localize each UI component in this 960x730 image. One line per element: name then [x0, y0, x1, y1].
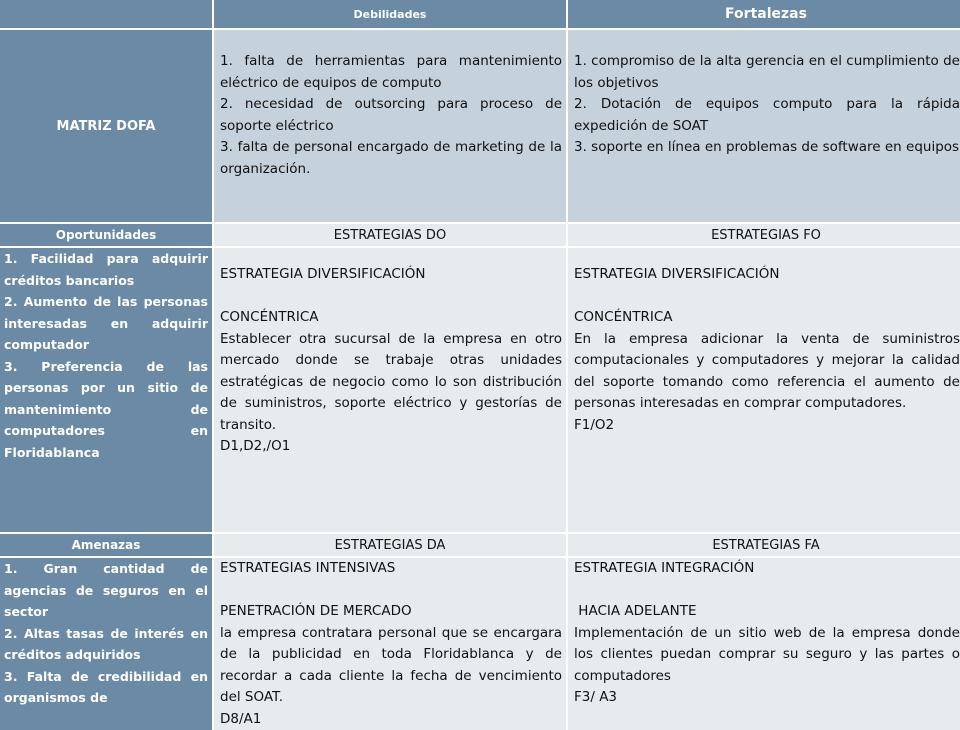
debilidades-header: Debilidades	[214, 0, 566, 28]
fortalezas-list	[568, 30, 960, 222]
oportunidades-header: Oportunidades	[0, 224, 212, 246]
amenazas-list	[0, 558, 212, 730]
amenazas-header: Amenazas	[0, 534, 212, 556]
estrategia-fa-cell	[568, 558, 960, 730]
amenaza-item: 1. Gran cantidad de agencias de seguros en el sector	[4, 558, 208, 623]
estrategia-do-subtitle: CONCÉNTRICA	[220, 307, 562, 329]
oportunidad-item: 2. Aumento de las personas interesadas en adquirir computador	[4, 291, 208, 356]
oportunidad-item: 1. Facilidad para adquirir créditos bancarios	[4, 248, 208, 291]
estrategias-da-header: ESTRATEGIAS DA	[214, 534, 566, 556]
estrategia-fo-title: ESTRATEGIA DIVERSIFICACIÓN	[574, 264, 960, 286]
estrategia-da-subtitle: PENETRACIÓN DE MERCADO	[220, 601, 562, 623]
matriz-dofa-label: MATRIZ DOFA	[0, 30, 212, 222]
estrategias-fa-header: ESTRATEGIAS FA	[568, 534, 960, 556]
debilidades-list	[214, 30, 566, 222]
debilidad-item: 3. falta de personal encargado de marketing de la organización.	[220, 137, 562, 180]
estrategia-do-ref: D1,D2,/O1	[220, 436, 562, 458]
debilidad-item: 2. necesidad de outsorcing para proceso de soporte eléctrico	[220, 94, 562, 137]
estrategia-fo-cell	[568, 248, 960, 532]
estrategia-fo-subtitle: CONCÉNTRICA	[574, 307, 960, 329]
amenaza-item: 3. Falta de credibilidad en organismos de	[4, 666, 208, 709]
oportunidades-list	[0, 248, 212, 532]
estrategia-do-text: Establecer otra sucursal de la empresa en otro mercado donde se trabaje otras unidades estratégicas de negocio como lo son distribución de suministros, soporte eléctrico y gestorías de transito.	[220, 329, 562, 437]
fortalezas-header: Fortalezas	[568, 0, 960, 28]
estrategia-fa-ref: F3/ A3	[574, 687, 960, 709]
debilidad-item: 1. falta de herramientas para mantenimiento eléctrico de equipos de computo	[220, 51, 562, 94]
estrategia-fo-ref: F1/O2	[574, 415, 960, 437]
estrategia-do-cell	[214, 248, 566, 532]
estrategia-da-ref: D8/A1	[220, 709, 562, 730]
amenaza-item: 2. Altas tasas de interés en créditos adquiridos	[4, 623, 208, 666]
oportunidad-item: 3. Preferencia de las personas por un sitio de mantenimiento de computadores en Floridablanca	[4, 356, 208, 464]
estrategia-fa-subtitle: HACIA ADELANTE	[574, 601, 960, 623]
estrategias-fo-header: ESTRATEGIAS FO	[568, 224, 960, 246]
estrategia-fa-title: ESTRATEGIA INTEGRACIÓN	[574, 558, 960, 580]
estrategia-da-text: la empresa contratara personal que se encargara de la publicidad en toda Floridablanca y de recordar a cada cliente la fecha de vencimiento del SOAT.	[220, 623, 562, 709]
estrategias-do-header: ESTRATEGIAS DO	[214, 224, 566, 246]
estrategia-da-cell	[214, 558, 566, 730]
corner-cell	[0, 0, 212, 28]
estrategia-fo-text: En la empresa adicionar la venta de suministros computacionales y computadores y mejorar la calidad del soporte tomando como referencia el aumento de personas interesadas en comprar computadores.	[574, 329, 960, 415]
fortaleza-item: 3. soporte en línea en problemas de software en equipos	[574, 137, 960, 159]
estrategia-da-title: ESTRATEGIAS INTENSIVAS	[220, 558, 562, 580]
estrategia-do-title: ESTRATEGIA DIVERSIFICACIÓN	[220, 264, 562, 286]
estrategia-fa-text: Implementación de un sitio web de la empresa donde los clientes puedan comprar su seguro y las partes o computadores	[574, 623, 960, 688]
fortaleza-item: 1. compromiso de la alta gerencia en el cumplimiento de los objetivos	[574, 51, 960, 94]
fortaleza-item: 2. Dotación de equipos computo para la rápida expedición de SOAT	[574, 94, 960, 137]
